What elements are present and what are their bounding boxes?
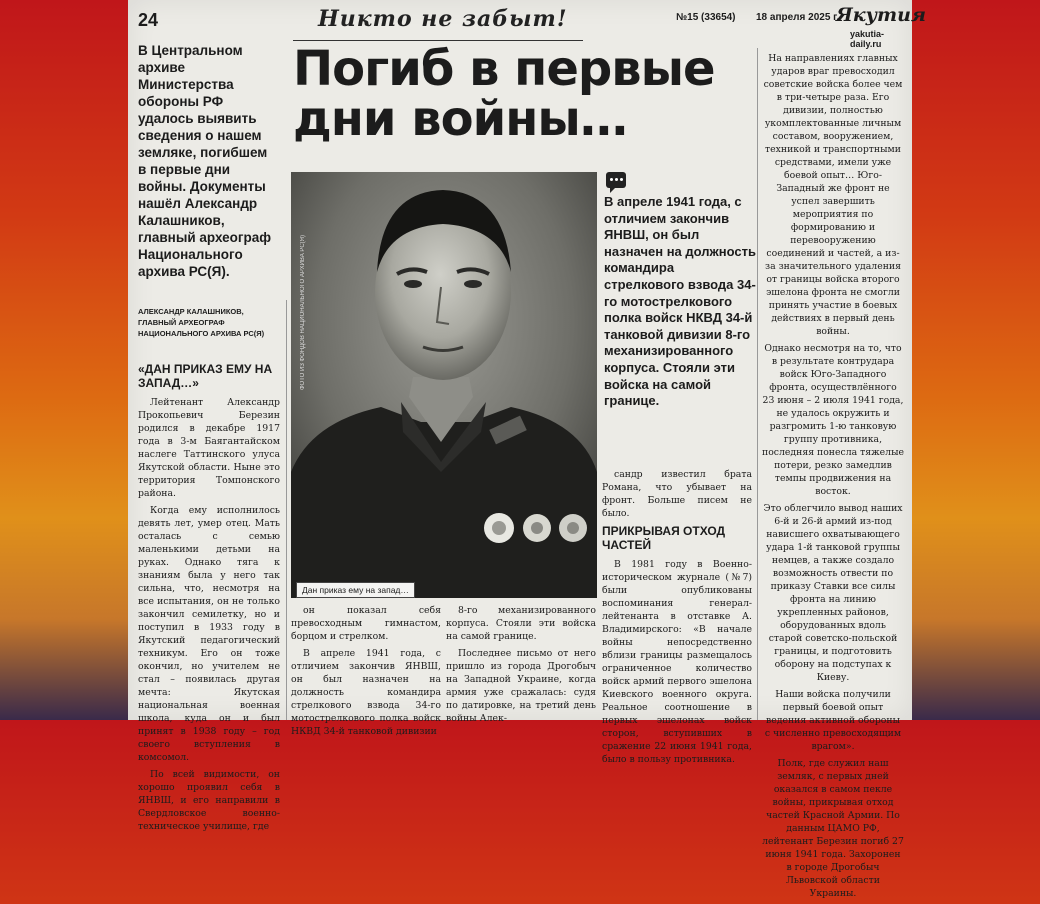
paragraph: Последнее письмо от него пришло из города Дрогобыч на Западной Украине, когда армия уже сражалась: судя по датировке, на третий день войны Алек-	[446, 648, 596, 724]
issue-number: №15 (33654)	[676, 12, 736, 23]
newspaper-logo: Якутия	[836, 4, 927, 26]
rubric-title: Никто не забыт!	[318, 6, 568, 32]
portrait-image	[291, 172, 597, 598]
column-5	[762, 52, 904, 904]
column-1	[138, 362, 280, 837]
photo-credit: ФОТО ИЗ ФОНДОВ НАЦИОНАЛЬНОГО АРХИВА РС(Я)	[300, 235, 306, 390]
quote-bubble-icon	[606, 172, 626, 188]
pull-quote: В апреле 1941 года, с отличием закончив ЯНВШ, он был назначен на должность командира стрелкового взвода 34-го мотострелкового полка войск НКВД 34-й танковой дивизии 8-го механизированного корпуса. Стояли эти войска на самой границе.	[604, 194, 756, 409]
paragraph: 8-го механизированного корпуса. Стояли эти войска на самой границе.	[446, 605, 596, 642]
paragraph: Лейтенант Александр Прокопьевич Березин родился в декабре 1917 года в 3-м Баягантайском наслеге Таттинского улуса Якутской области. Ныне это территория Томпонского района.	[138, 397, 280, 499]
paragraph: Полк, где служил наш земляк, с первых дней оказался в самом пекле войны, прикрывая отход частей Красной Армии. По данным ЦАМО РФ, лейтенант Березин погиб 27 июня 1941 года. Захоронен в городе Дрогобыч Львовской области Украины.	[762, 758, 904, 899]
paragraph: На направлениях главных ударов враг превосходил советские войска более чем в три-четыре раза. Его дивизии, полностью укомплектованные личным составом, вооружением, техникой и транспортными средствами, имели уже боевой опыт… Юго-Западный же фронт не успел завершить мероприятия по формированию и перевооружению соединений и частей, а из-за значительного удаления от границы войска второго эшелона фронта не смогли принять участие в боевых действиях в первый день войны.	[763, 53, 903, 337]
column-divider	[286, 300, 287, 720]
author-byline: АЛЕКСАНДР КАЛАШНИКОВ, ГЛАВНЫЙ АРХЕОГРАФ НАЦИОНАЛЬНОГО АРХИВА РС(Я)	[138, 307, 265, 338]
article-headline: Погиб в первые дни войны…	[293, 41, 715, 147]
section-heading: ПРИКРЫВАЯ ОТХОД ЧАСТЕЙ	[602, 524, 726, 552]
paragraph: В 1981 году в Военно-историческом журнале (№7) были опубликованы воспоминания генерал-лейтенанта в отставке А. Владимирского: «В начале войны непосредственно вблизи границы размещалось ограниченное количество войск армий первого эшелона Киевского военного округа. Реальное соотношение в первых эшелонах войск сторон, вступивших в сражение 22 июня 1941 года, было в пользу противника.	[602, 559, 752, 765]
column-2	[291, 604, 441, 742]
section-heading: «ДАН ПРИКАЗ ЕМУ НА ЗАПАД…»	[138, 362, 273, 390]
column-4	[602, 468, 752, 770]
paragraph: В апреле 1941 года, с отличием закончив ЯНВШ, он был назначен на должность командира стрелкового взвода 34-го мотострелкового полка войск НКВД 34-й танковой дивизии	[291, 648, 441, 737]
paragraph: сандр известил брата Романа, что убывает на фронт. Больше писем не было.	[602, 469, 752, 519]
page-number: 24	[138, 10, 159, 30]
article-lead: В Центральном архиве Министерства обороны РФ удалось выявить сведения о нашем земляке, погибшем в первые дни войны. Документы нашёл Александр Калашников, главный археограф Национального архива РС(Я).	[138, 43, 272, 279]
newspaper-website: yakutia-daily.ru	[850, 29, 885, 49]
portrait-photo	[291, 172, 597, 598]
photo-caption: Дан приказ ему на запад…	[296, 582, 415, 598]
column-3	[446, 604, 596, 729]
issue-date: 18 апреля 2025 г.	[756, 12, 840, 23]
paragraph: По всей видимости, он хорошо проявил себя в ЯНВШ, и его направили в Свердловское военно-техническое училище, где	[138, 769, 280, 832]
paragraph: Это облегчило вывод наших 6-й и 26-й армий из-под нависшего охватывающего удара 1-й танковой группы немцев, а также создало возможность отвести по приказу Ставки все силы фронта на линию укрепленных районов, оборудованных вдоль старой советско-польской границы, и подготовить оборону на подступах к Киеву.	[763, 503, 903, 683]
paragraph: Наши войска получили первый боевой опыт ведения активной обороны с численно превосходящим врагом».	[764, 689, 902, 752]
paragraph: Однако несмотря на то, что в результате контрудара войск Юго-Западного фронта, осуществлённого 23 июня – 2 июля 1941 года, не удалось окружить и разгромить 1-ю танковую группу противника, последняя понесла тяжелые потери, резко замедлив темпы продвижения на восток.	[762, 343, 904, 497]
paragraph: Когда ему исполнилось девять лет, умер отец. Мать осталась с семью маленькими детьми на руках. Однако тяга к знаниям была у него так сильна, что, несмотря на все испытания, он не только закончил семилетку, но и поступил в 1933 году в Якутский педагогический техникум. Его он тоже окончил, но учителем не стал – появилась другая мечта: Якутская национальная военная школа, куда он и был принят в 1938 году – год своего вступления в комсомол.	[138, 505, 280, 763]
newspaper-page	[128, 0, 927, 899]
column-divider	[757, 48, 758, 720]
paragraph: он показал себя превосходным гимнастом, борцом и стрелком.	[291, 605, 441, 642]
